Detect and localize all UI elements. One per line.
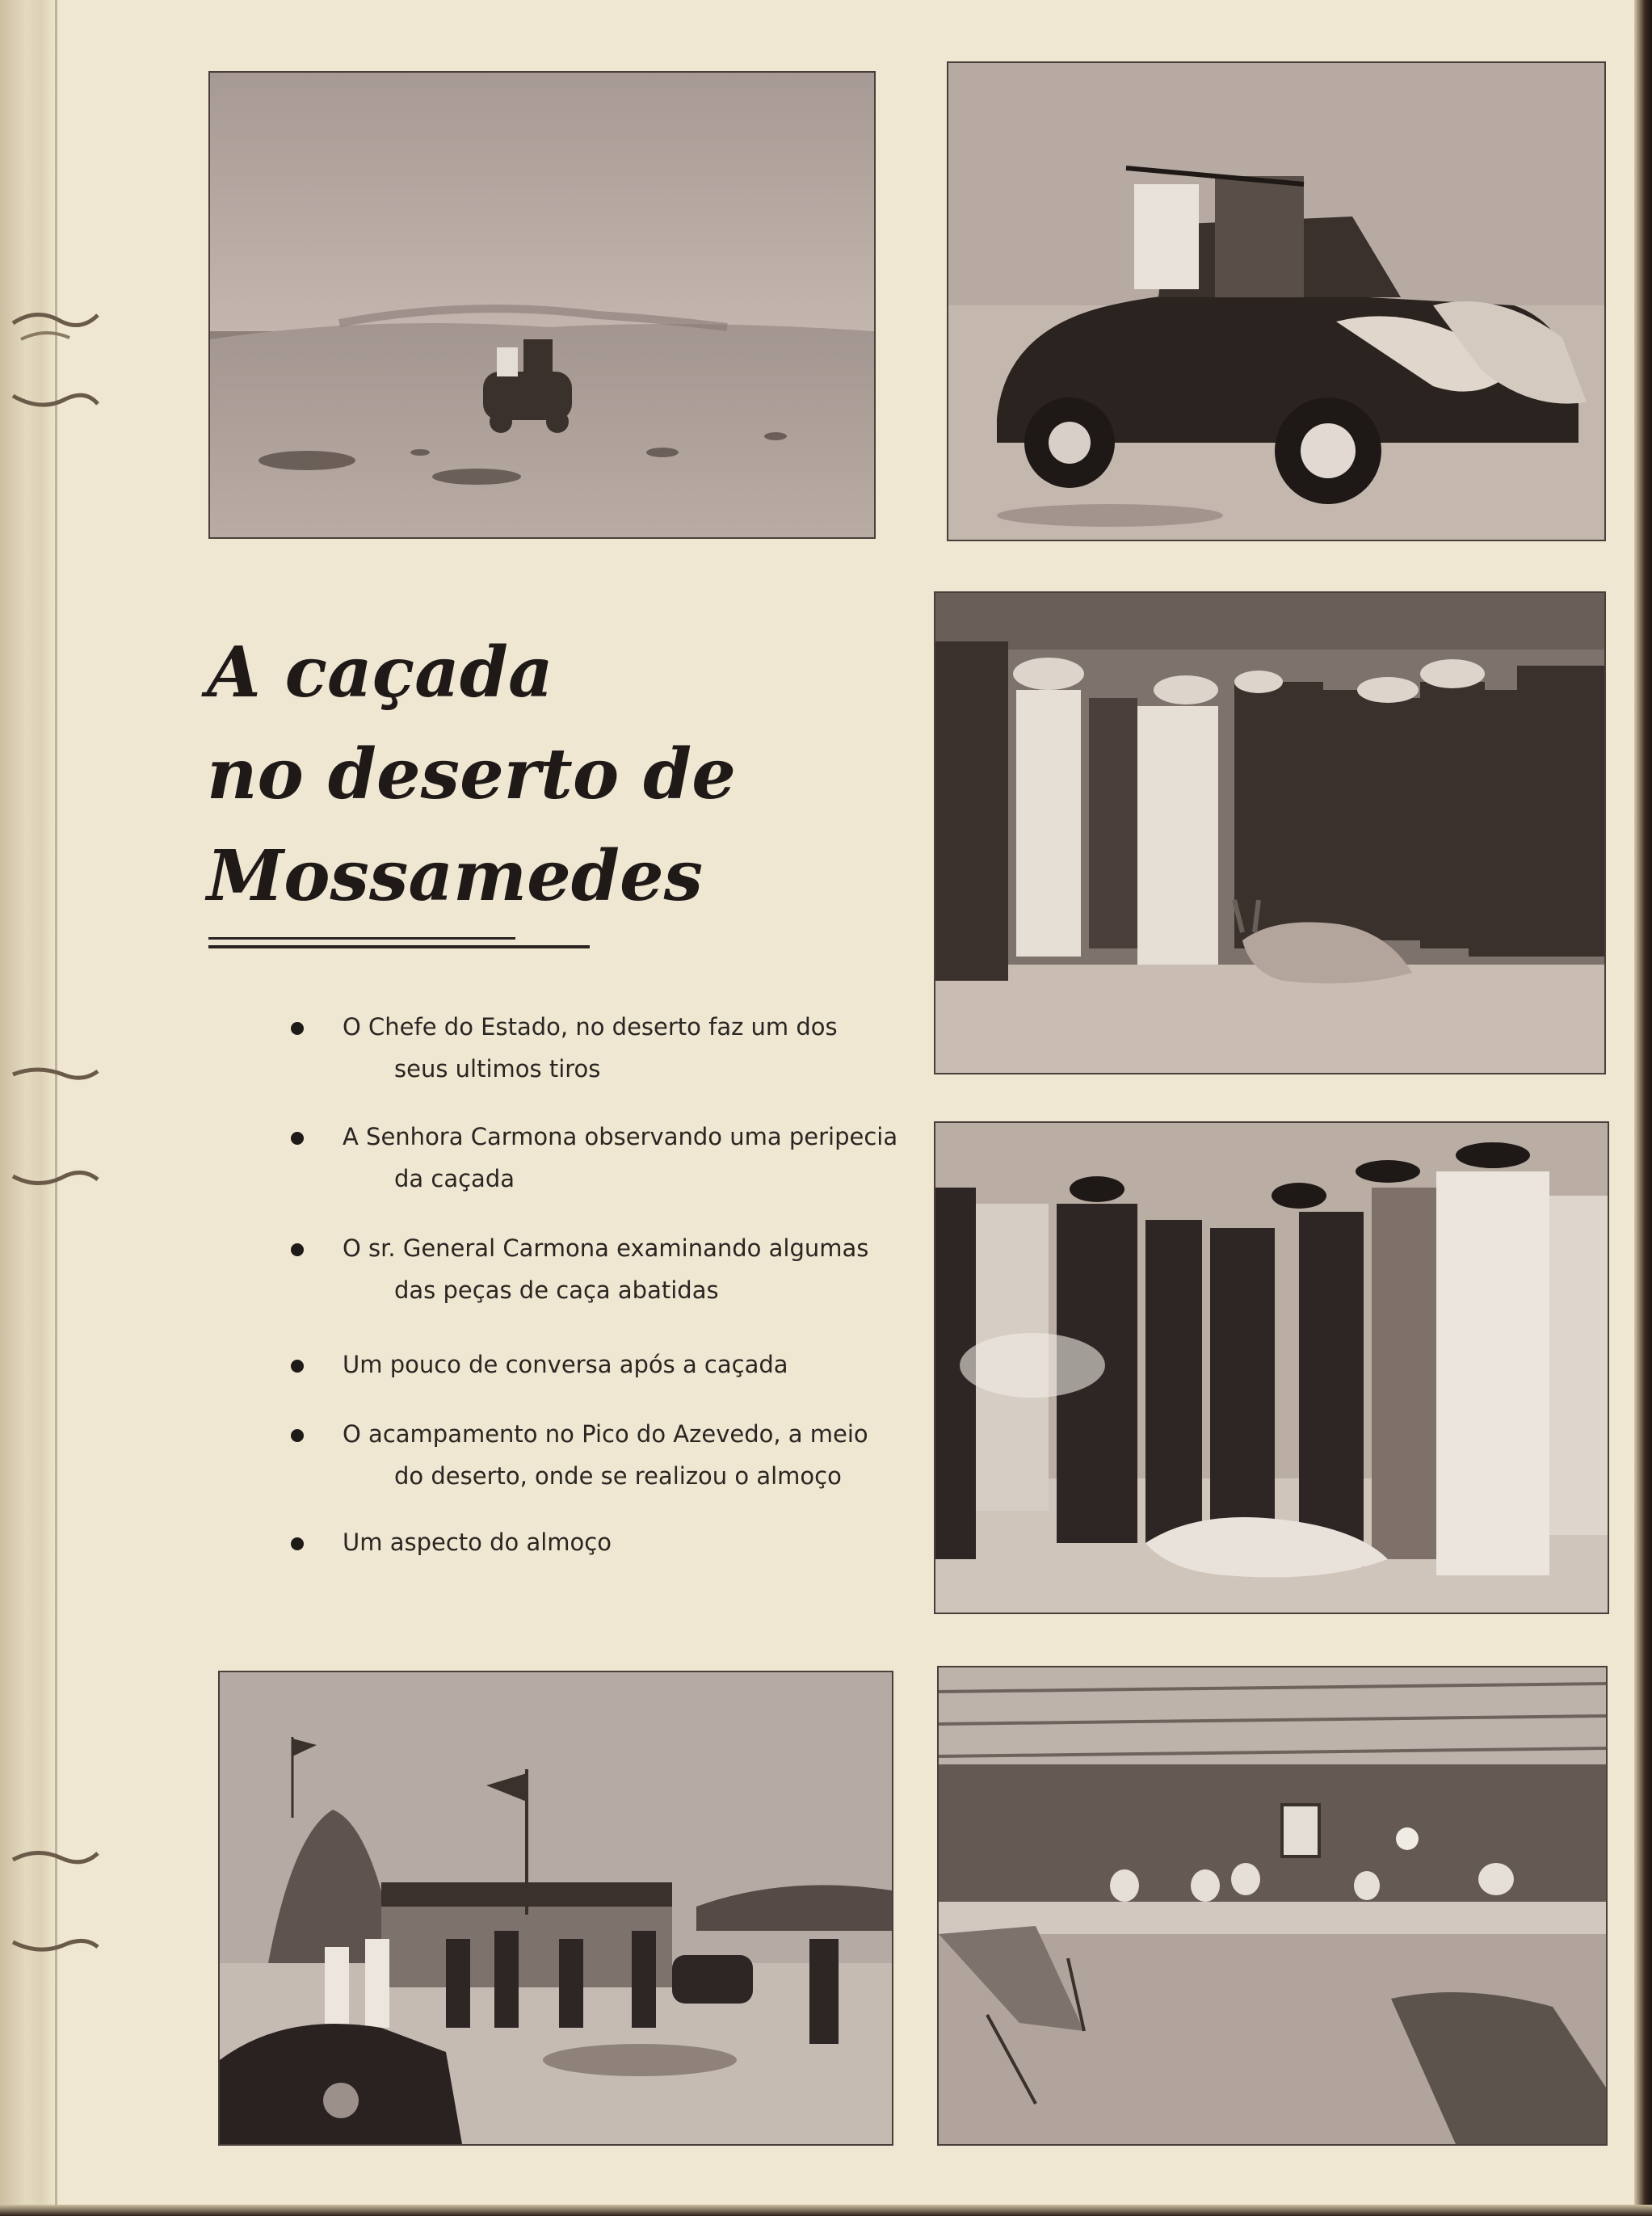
punch-hole-icon — [5, 291, 102, 355]
photo-men-examining-game — [934, 1121, 1609, 1614]
title-line-3: Mossamedes — [207, 835, 704, 917]
caption-item — [291, 1521, 905, 1563]
punch-hole-icon — [5, 1042, 102, 1107]
caption-item — [291, 1006, 905, 1090]
caption-line: Um pouco de conversa após a caçada — [343, 1351, 788, 1378]
bullet-icon — [291, 1132, 304, 1145]
caption-line: O Chefe do Estado, no deserto faz um dos — [343, 1013, 838, 1041]
bullet-icon — [291, 1360, 304, 1373]
photo-hunters-in-car — [947, 61, 1606, 541]
page-right-edge — [1634, 0, 1652, 2216]
photo-crowd-with-antelope — [934, 591, 1606, 1074]
caption-item — [291, 1343, 905, 1386]
photo-car-in-desert — [208, 71, 876, 539]
caption-item — [291, 1116, 905, 1200]
title-underline-short — [208, 937, 515, 940]
punch-hole-icon — [5, 1147, 102, 1212]
caption-line: Um aspecto do almoço — [343, 1528, 612, 1556]
page-bottom-edge — [0, 2205, 1652, 2216]
article-title — [207, 622, 788, 927]
bullet-icon — [291, 1243, 304, 1256]
caption-line: do deserto, onde se realizou o almoço — [394, 1462, 842, 1490]
caption-item — [291, 1413, 905, 1497]
bullet-icon — [291, 1537, 304, 1550]
caption-line: seus ultimos tiros — [394, 1055, 601, 1083]
punch-hole-icon — [5, 1915, 102, 1979]
punch-hole-icon — [5, 372, 102, 436]
photo-camp-pico-do-azevedo — [218, 1671, 893, 2146]
punch-hole-icon — [5, 1826, 102, 1890]
bullet-icon — [291, 1429, 304, 1442]
title-line-1: A caçada — [207, 632, 553, 713]
caption-line: O sr. General Carmona examinando algumas — [343, 1234, 869, 1262]
caption-line: da caçada — [394, 1165, 515, 1192]
caption-line: O acampamento no Pico do Azevedo, a meio — [343, 1420, 868, 1448]
caption-item — [291, 1227, 905, 1311]
title-underline-long — [208, 945, 590, 948]
bullet-icon — [291, 1022, 304, 1035]
caption-line: A Senhora Carmona observando uma peripecia — [343, 1123, 898, 1150]
title-line-2: no deserto de — [207, 734, 736, 815]
photo-lunch-under-tent — [937, 1666, 1608, 2146]
caption-line: das peças de caça abatidas — [394, 1276, 719, 1304]
